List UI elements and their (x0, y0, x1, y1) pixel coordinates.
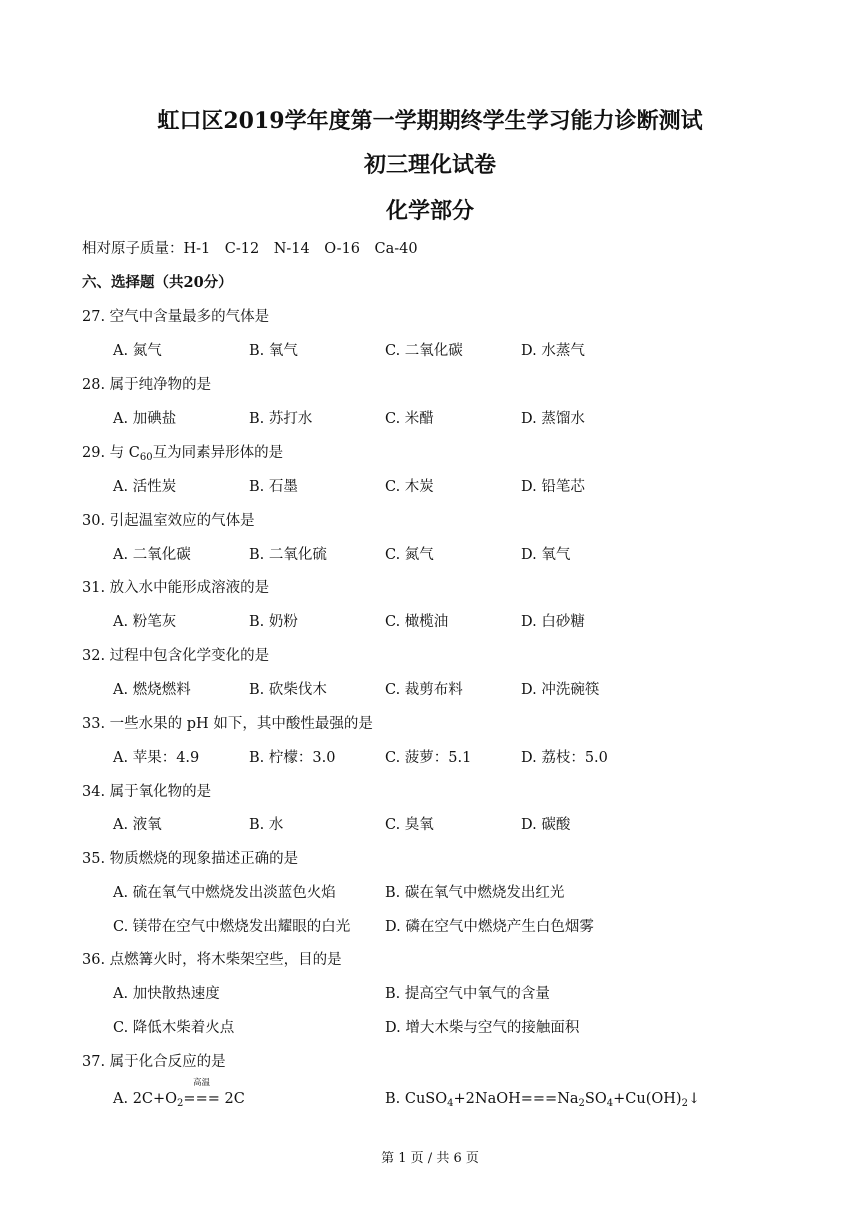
question-29-option-a: A. 活性炭 (113, 479, 177, 495)
question-28-option-d: D. 蒸馏水 (521, 411, 585, 427)
question-34-stem: 34. 属于氧化物的是 (82, 784, 212, 800)
question-33-stem: 33. 一些水果的 pH 如下，其中酸性最强的是 (82, 716, 373, 732)
q37-b-sub3: 4 (606, 1098, 614, 1109)
question-32-stem: 32. 过程中包含化学变化的是 (82, 648, 270, 664)
question-30-option-d: D. 氧气 (521, 547, 571, 563)
section-subject-title: 化学部分 (385, 198, 474, 224)
question-34-option-c: C. 臭氧 (385, 817, 434, 833)
question-36-stem: 36. 点燃篝火时，将木柴架空些，目的是 (82, 952, 342, 968)
question-27-option-a: A. 氮气 (113, 343, 162, 359)
q37-b-sub2: 2 (578, 1098, 585, 1109)
q37-a-reactants: A. 2C+O (113, 1091, 178, 1107)
question-34-option-d: D. 碳酸 (521, 817, 571, 833)
question-29-option-b: B. 石墨 (249, 479, 298, 495)
question-27-stem: 27. 空气中含量最多的气体是 (82, 309, 270, 325)
exam-title: 虹口区2019学年度第一学期期终学生学习能力诊断测试 (157, 108, 703, 134)
question-36-option-b: B. 提高空气中氧气的含量 (385, 986, 550, 1002)
q37-b-part2: +2NaOH===Na (453, 1091, 579, 1107)
q37-a-equals-sign: === (183, 1091, 220, 1107)
atomic-masses: 相对原子质量：H-1 C-12 N-14 O-16 Ca-40 (82, 241, 418, 257)
question-29-stem-pre: 29. 与 C (82, 445, 140, 461)
question-28-option-a: A. 加碘盐 (113, 411, 177, 427)
section-title: 六、选择题（共20分） (82, 274, 233, 291)
question-34-option-a: A. 液氧 (113, 817, 162, 833)
question-33-option-a: A. 苹果：4.9 (113, 750, 200, 766)
question-31-stem: 31. 放入水中能形成溶液的是 (82, 580, 270, 596)
question-32-option-c: C. 裁剪布料 (385, 682, 463, 698)
question-37-stem: 37. 属于化合反应的是 (82, 1054, 226, 1070)
question-27-option-d: D. 水蒸气 (521, 343, 585, 359)
q37-b-part1: B. CuSO (385, 1091, 448, 1107)
question-29-option-d: D. 铅笔芯 (521, 479, 585, 495)
question-31-option-d: D. 白砂糖 (521, 614, 585, 630)
question-35-stem: 35. 物质燃烧的现象描述正确的是 (82, 851, 299, 867)
question-30-option-a: A. 二氧化碳 (113, 547, 191, 563)
question-31-option-a: A. 粉笔灰 (113, 614, 177, 630)
question-35-option-d: D. 磷在空气中燃烧产生白色烟雾 (385, 919, 594, 935)
question-32-option-a: A. 燃烧燃料 (113, 682, 191, 698)
question-36-option-d: D. 增大木柴与空气的接触面积 (385, 1020, 580, 1036)
question-29-stem-post: 互为同素异形体的是 (152, 445, 284, 461)
question-35-option-c: C. 镁带在空气中燃烧发出耀眼的白光 (113, 919, 351, 935)
question-36-option-c: C. 降低木柴着火点 (113, 1020, 235, 1036)
question-28-stem: 28. 属于纯净物的是 (82, 377, 212, 393)
q37-b-part4: +Cu(OH) (613, 1091, 682, 1107)
question-34-option-b: B. 水 (249, 817, 284, 833)
question-37-option-b (385, 1091, 700, 1109)
question-28-option-c: C. 米醋 (385, 411, 434, 427)
question-32-option-b: B. 砍柴伐木 (249, 682, 327, 698)
question-27-option-b: B. 氧气 (249, 343, 298, 359)
question-35-option-b: B. 碳在氧气中燃烧发出红光 (385, 885, 565, 901)
question-33-option-b: B. 柠檬：3.0 (249, 750, 336, 766)
question-28-option-b: B. 苏打水 (249, 411, 313, 427)
question-32-option-d: D. 冲洗碗筷 (521, 682, 600, 698)
question-33-option-c: C. 菠萝：5.1 (385, 750, 472, 766)
exam-subtitle: 初三理化试卷 (363, 152, 496, 178)
page-footer: 第 1 页 / 共 6 页 (381, 1151, 479, 1166)
question-30-option-b: B. 二氧化硫 (249, 547, 327, 563)
question-31-option-b: B. 奶粉 (249, 614, 298, 630)
q37-a-equals (183, 1078, 220, 1107)
question-29-stem (82, 441, 283, 463)
question-29-subscript: 60 (139, 452, 153, 463)
question-35-option-a: A. 硫在氧气中燃烧发出淡蓝色火焰 (113, 885, 336, 901)
question-37-option-a (113, 1078, 245, 1109)
q37-b-precipitate-arrow: ↓ (687, 1091, 701, 1107)
q37-a-subscript: 2 (177, 1098, 184, 1109)
question-30-option-c: C. 氮气 (385, 547, 434, 563)
q37-b-sub1: 4 (447, 1098, 454, 1109)
question-36-option-a: A. 加快散热速度 (113, 986, 220, 1002)
q37-b-sub4: 2 (681, 1098, 688, 1109)
question-29-option-c: C. 木炭 (385, 479, 434, 495)
q37-b-part3: SO (584, 1091, 607, 1107)
q37-a-condition: 高温 (193, 1078, 211, 1088)
question-30-stem: 30. 引起温室效应的气体是 (82, 513, 255, 529)
question-31-option-c: C. 橄榄油 (385, 614, 449, 630)
question-33-option-d: D. 荔枝：5.0 (521, 750, 608, 766)
question-27-option-c: C. 二氧化碳 (385, 343, 463, 359)
q37-a-product: 2C (219, 1091, 245, 1107)
